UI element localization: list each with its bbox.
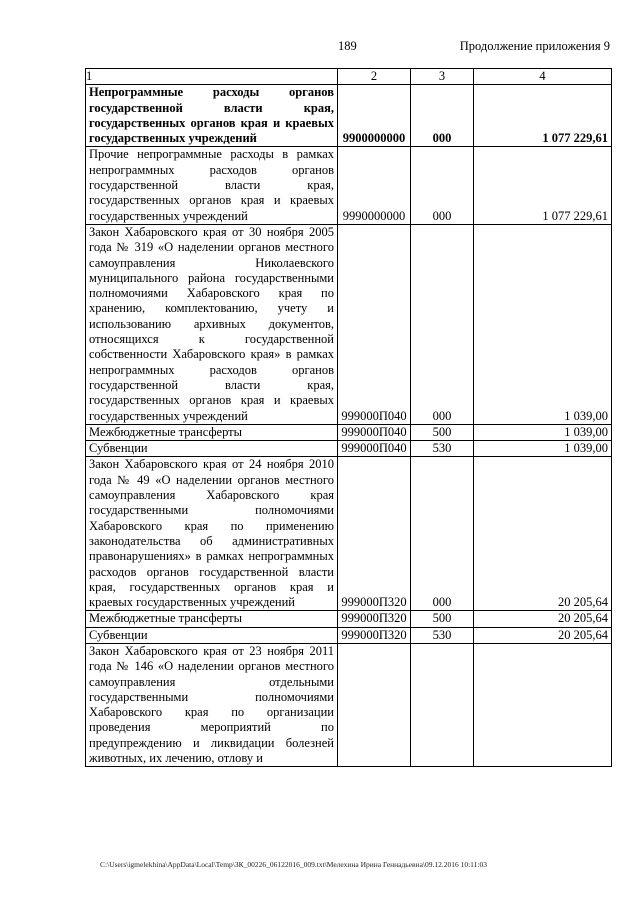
row-type: 500 bbox=[411, 611, 474, 627]
row-amount: 1 077 229,61 bbox=[474, 147, 612, 224]
row-amount: 1 039,00 bbox=[474, 224, 612, 424]
row-name: Закон Хабаровского края от 30 ноября 2005 года № 319 «О наделении органов местного самоуправления Николаевского муниципального района государственными полномочиями Хабаровского края по хранению, комплектованию, учету и использованию архивных документов, относящихся к государственной собственности Хабаровского края» в рамках непрограммных расходов органов государственной власти края, государственных органов края и краевых государственных учреждений bbox=[86, 224, 338, 424]
row-type: 000 bbox=[411, 85, 474, 147]
row-amount: 20 205,64 bbox=[474, 627, 612, 643]
row-type bbox=[411, 643, 474, 766]
row-code: 999000П040 bbox=[338, 441, 411, 457]
row-code: 999000П040 bbox=[338, 224, 411, 424]
row-amount: 20 205,64 bbox=[474, 611, 612, 627]
row-type: 000 bbox=[411, 147, 474, 224]
row-code: 999000П320 bbox=[338, 627, 411, 643]
row-code: 999000П040 bbox=[338, 424, 411, 440]
row-type: 000 bbox=[411, 457, 474, 611]
column-header-3: 3 bbox=[411, 69, 474, 85]
row-name: Субвенции bbox=[86, 627, 338, 643]
continuation-label: Продолжение приложения 9 bbox=[459, 39, 610, 53]
row-amount bbox=[474, 643, 612, 766]
column-header-4: 4 bbox=[474, 69, 612, 85]
table-row bbox=[86, 643, 612, 766]
row-type: 500 bbox=[411, 424, 474, 440]
row-amount: 1 077 229,61 bbox=[474, 85, 612, 147]
column-header-1: 1 bbox=[86, 69, 338, 85]
row-name: Закон Хабаровского края от 24 ноября 2010 года № 49 «О наделении органов местного самоуправления Хабаровского края государственными полномочиями Хабаровского края по применению законодательства об административных правонарушениях» в рамках непрограммных расходов органов государственной власти края, государственных органов края и краевых государственных учреждений bbox=[86, 457, 338, 611]
table-row bbox=[86, 457, 612, 611]
table-row bbox=[86, 85, 612, 147]
table-row bbox=[86, 224, 612, 424]
page-number: 189 bbox=[338, 39, 357, 53]
table-row bbox=[86, 611, 612, 627]
table-row bbox=[86, 627, 612, 643]
table-header-row bbox=[86, 69, 612, 85]
row-code: 9900000000 bbox=[338, 85, 411, 147]
table-row bbox=[86, 147, 612, 224]
row-name: Прочие непрограммные расходы в рамках непрограммных расходов органов государственной власти края, государственных органов края и краевых государственных учреждений bbox=[86, 147, 338, 224]
row-name: Субвенции bbox=[86, 441, 338, 457]
row-name: Межбюджетные трансферты bbox=[86, 611, 338, 627]
row-type: 530 bbox=[411, 627, 474, 643]
row-name: Закон Хабаровского края от 23 ноября 2011 года № 146 «О наделении органов местного самоуправления отдельными государственными полномочиями Хабаровского края по организации проведения мероприятий по предупреждению и ликвидации болезней животных, их лечению, отлову и bbox=[86, 643, 338, 766]
row-code: 999000П320 bbox=[338, 611, 411, 627]
row-type: 000 bbox=[411, 224, 474, 424]
row-type: 530 bbox=[411, 441, 474, 457]
row-code: 9990000000 bbox=[338, 147, 411, 224]
table-row bbox=[86, 424, 612, 440]
row-amount: 1 039,00 bbox=[474, 424, 612, 440]
budget-table bbox=[85, 68, 612, 767]
row-amount: 20 205,64 bbox=[474, 457, 612, 611]
row-name: Межбюджетные трансферты bbox=[86, 424, 338, 440]
row-name: Непрограммные расходы органов государственной власти края, государственных органов края и краевых государственных учреждений bbox=[86, 85, 338, 147]
row-code: 999000П320 bbox=[338, 457, 411, 611]
column-header-2: 2 bbox=[338, 69, 411, 85]
table-row bbox=[86, 441, 612, 457]
row-amount: 1 039,00 bbox=[474, 441, 612, 457]
file-path-footer: C:\Users\igmelekhina\AppData\Local\Temp\ЗК_00226_06122016_009.txt\Мелехина Ирина Геннадьевна\09.12.2016 10:11:03 bbox=[100, 860, 487, 869]
row-code bbox=[338, 643, 411, 766]
